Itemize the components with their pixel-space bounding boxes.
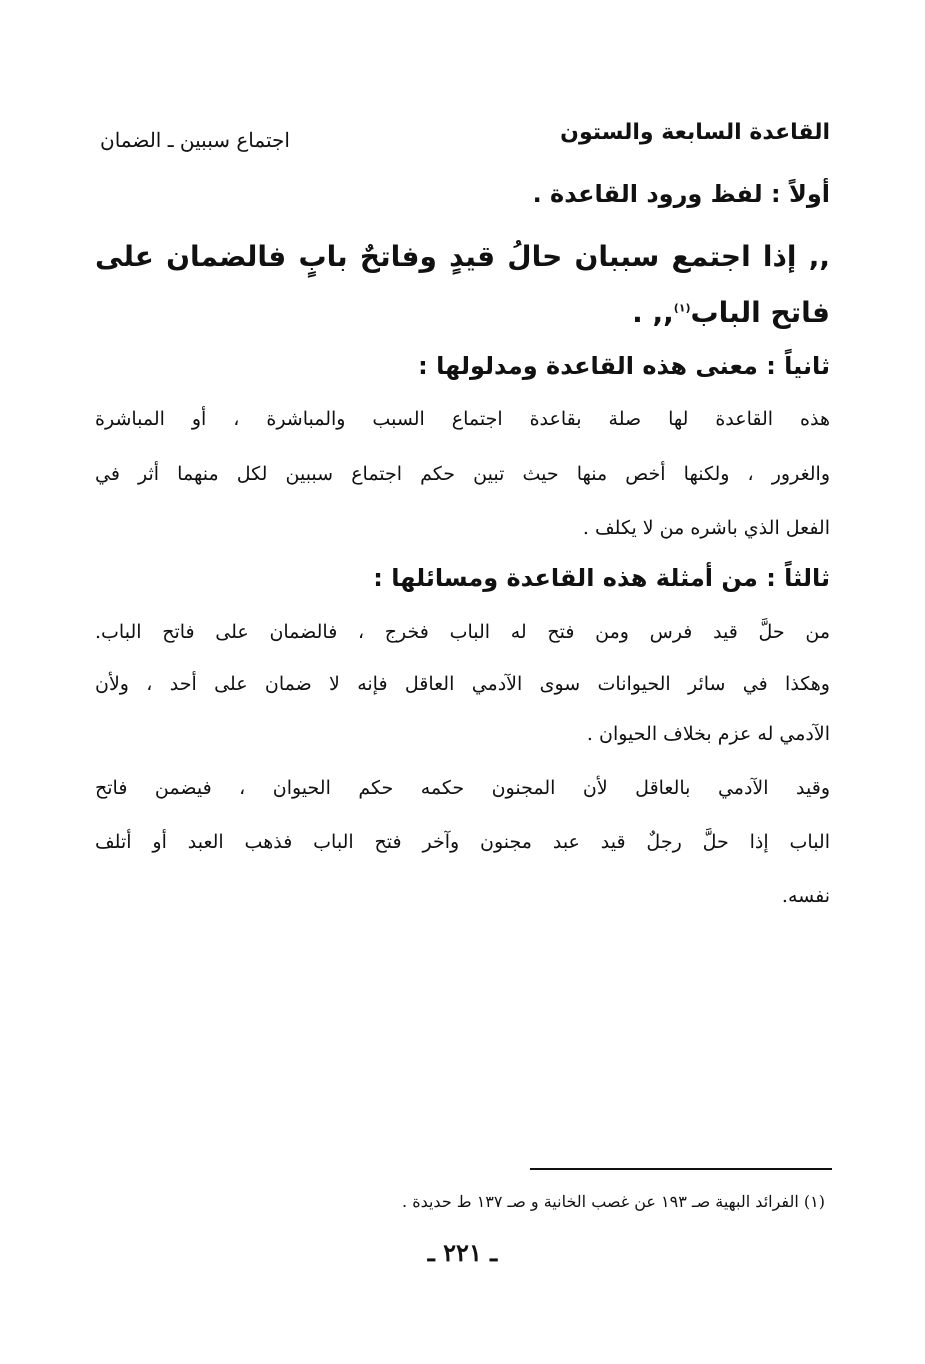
footnote-marker: (١) (673, 301, 691, 315)
section-heading-examples: ثالثاً : من أمثلة هذه القاعدة ومسائلها : (373, 564, 830, 592)
example-p1-line-3: الآدمي له عزم بخلاف الحيوان . (586, 723, 830, 745)
footnote-divider (530, 1168, 832, 1170)
example-p2-line-3: نفسه. (781, 885, 830, 907)
section-heading-meaning: ثانياً : معنى هذه القاعدة ومدلولها : (418, 352, 830, 380)
rule-text-line-1: ,, إذا اجتمع سببان حالُ قيدٍ وفاتحٌ بابٍ فالضمان على (95, 240, 830, 273)
footnote-text: (١) الفرائد البهية صـ ١٩٣ عن غصب الخانية و صـ ١٣٧ ط حديدة . (402, 1192, 825, 1211)
rule-topic: اجتماع سببين ـ الضمان (100, 128, 290, 152)
example-p1-line-2: وهكذا في سائر الحيوانات سوى الآدمي العاقل فإنه لا ضمان على أحد ، ولأن (95, 673, 830, 695)
section-heading-wording: أولاً : لفظ ورود القاعدة . (532, 180, 830, 208)
rule-text-line-2-main: فاتح الباب (690, 296, 830, 329)
rule-title: القاعدة السابعة والستون (560, 120, 830, 145)
example-p2-line-1: وقيد الآدمي بالعاقل لأن المجنون حكمه حكم الحيوان ، فيضمن فاتح (95, 777, 830, 799)
meaning-line-1: هذه القاعدة لها صلة بقاعدة اجتماع السبب والمباشرة ، أو المباشرة (95, 408, 830, 430)
meaning-line-3: الفعل الذي باشره من لا يكلف . (582, 517, 830, 539)
rule-text-line-2-end: ,, . (632, 296, 674, 329)
example-p2-line-2: الباب إذا حلَّ رجلٌ قيد عبد مجنون وآخر فتح الباب فذهب العبد أو أتلف (95, 831, 830, 853)
meaning-line-2: والغرور ، ولكنها أخص منها حيث تبين حكم اجتماع سببين لكل منهما أثر في (95, 463, 830, 485)
example-p1-line-1: من حلَّ قيد فرس ومن فتح له الباب فخرج ، فالضمان على فاتح الباب. (95, 621, 830, 643)
page-number: ـ ٢٢١ ـ (427, 1238, 498, 1267)
rule-text-line-2 (632, 296, 830, 329)
